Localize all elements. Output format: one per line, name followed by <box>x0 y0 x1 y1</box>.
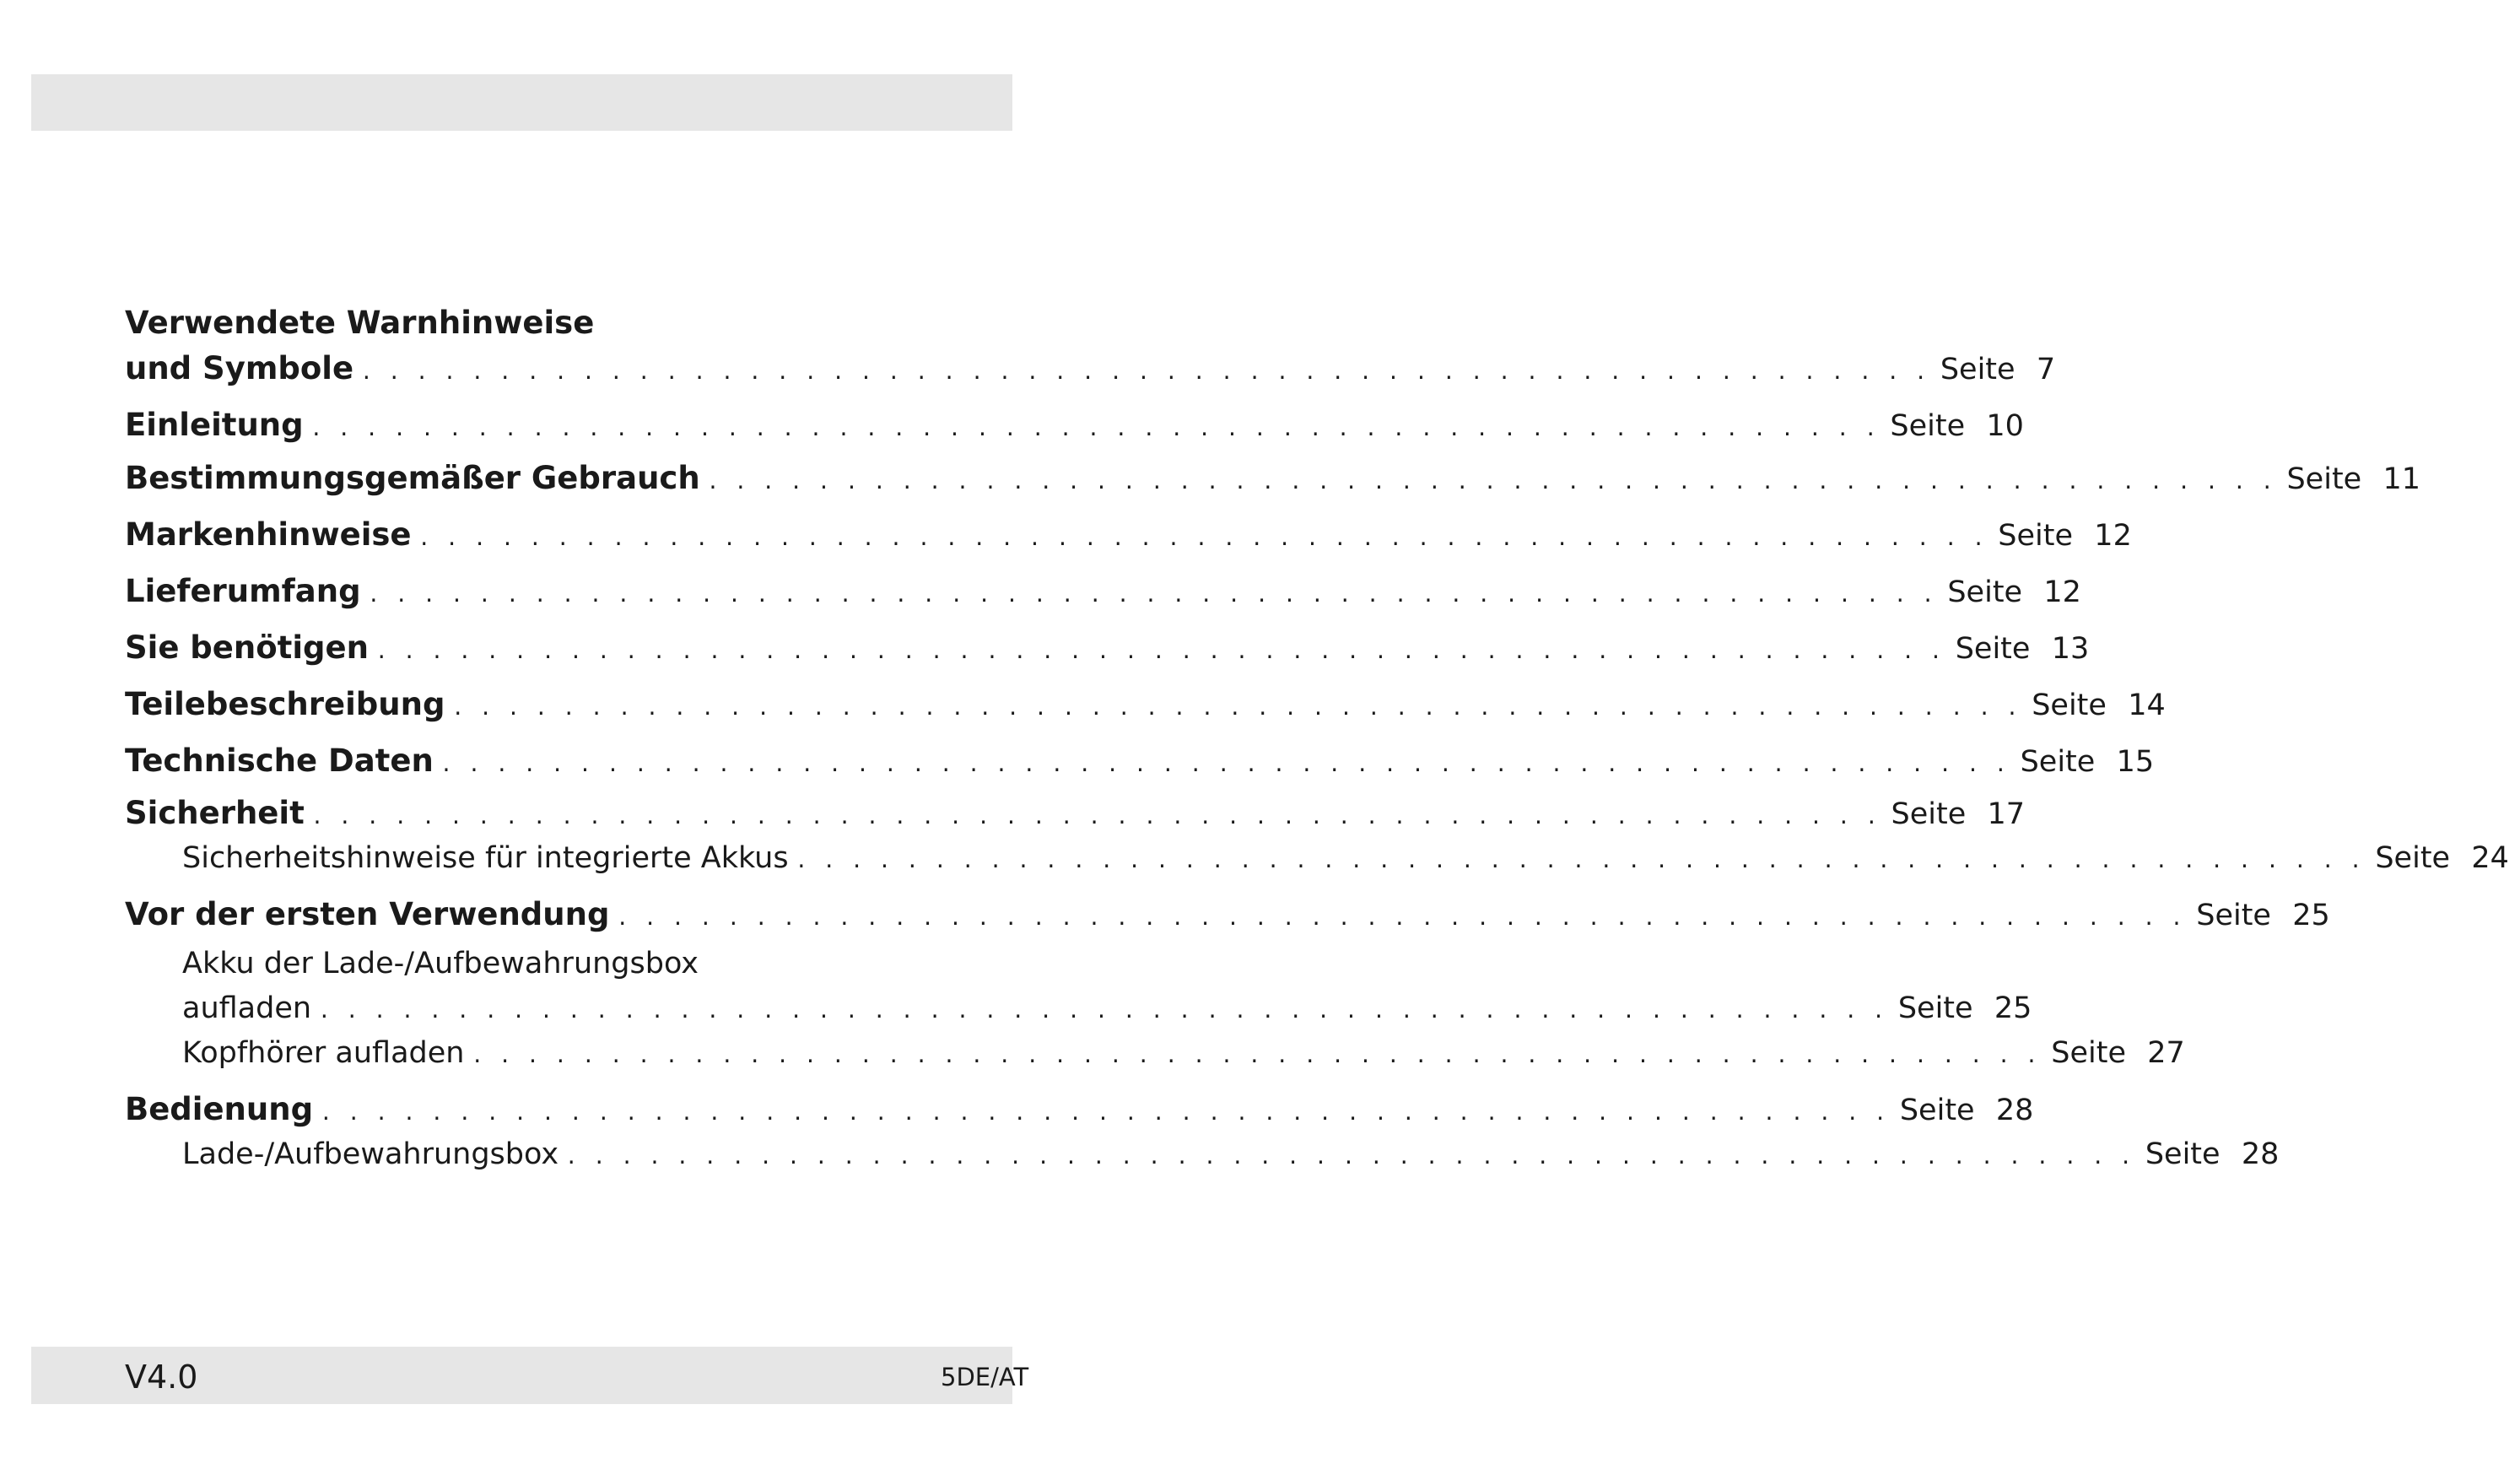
toc-seite-label: Seite <box>2032 689 2107 722</box>
toc-page-number: 25 <box>1994 991 2032 1025</box>
toc-leader-dots <box>412 527 1987 550</box>
toc-entry-title: Einleitung <box>125 407 304 443</box>
toc-seite-label: Seite <box>1890 409 1966 443</box>
toc-entry-title: Sicherheit <box>125 795 305 831</box>
toc-subentry[interactable] <box>182 1131 2280 1178</box>
toc-page-number: 28 <box>1995 1094 2034 1127</box>
toc-entry-title: Technische Daten <box>125 743 434 779</box>
toc-seite-label: Seite <box>1891 797 1967 831</box>
toc-subentry[interactable] <box>182 1029 2185 1077</box>
toc-leader-dots <box>559 1145 2134 1169</box>
toc-entry-title: Bestimmungsgemäßer Gebrauch <box>125 460 700 496</box>
toc-page-number: 13 <box>2051 632 2090 666</box>
toc-entry[interactable] <box>125 455 2421 502</box>
toc-entry-title: Lieferumfang <box>125 573 361 609</box>
toc-subentry[interactable] <box>182 835 2509 882</box>
toc-seite-label: Seite <box>2375 841 2451 875</box>
toc-subentry-title: Sicherheitshinweise für integrierte Akkus <box>182 841 789 875</box>
toc-seite-label: Seite <box>2051 1036 2126 1070</box>
toc-leader-dots <box>369 640 1944 663</box>
toc-leader-dots <box>313 1101 1888 1125</box>
toc-leader-dots <box>700 470 2275 494</box>
toc-subentry[interactable] <box>182 985 2032 1032</box>
toc-entry-title: Vor der ersten Verwendung <box>125 896 610 932</box>
toc-page-number: 7 <box>2036 353 2056 386</box>
toc-page-number: 14 <box>2128 689 2166 722</box>
toc-seite-label: Seite <box>2286 462 2362 496</box>
toc-leader-dots <box>361 583 1936 607</box>
toc-entry-title: und Symbole <box>125 350 354 386</box>
toc-subentry-title: Kopfhörer aufladen <box>182 1036 465 1070</box>
toc-seite-label: Seite <box>1955 632 2031 666</box>
toc-leader-dots <box>434 753 2009 776</box>
toc-entry[interactable] <box>125 1086 2034 1133</box>
toc-page-number: 24 <box>2471 841 2509 875</box>
toc-heading-line-1: Verwendete Warnhinweise <box>125 305 595 341</box>
toc-page-number: 27 <box>2147 1036 2185 1070</box>
toc-entry[interactable] <box>125 568 2081 615</box>
toc-seite-label: Seite <box>1947 575 2023 609</box>
toc-leader-dots <box>789 849 2364 872</box>
toc-entry-title: Teilebeschreibung <box>125 686 445 722</box>
toc-page-number: 25 <box>2292 899 2330 932</box>
version-label: V4.0 <box>125 1358 198 1396</box>
header-band <box>31 74 1012 131</box>
toc-entry[interactable] <box>125 737 2155 785</box>
toc-entry-title: Sie benötigen <box>125 629 369 666</box>
toc-entry-title: Markenhinweise <box>125 516 412 553</box>
toc-leader-dots <box>464 1044 2039 1067</box>
toc-page-number: 12 <box>2043 575 2081 609</box>
toc-leader-dots <box>609 906 2184 930</box>
toc-leader-dots <box>304 417 1879 440</box>
toc-page-number: 28 <box>2241 1137 2280 1171</box>
toc-page-number: 11 <box>2382 462 2421 496</box>
toc-seite-label: Seite <box>1897 991 1973 1025</box>
toc-seite-label: Seite <box>2145 1137 2221 1171</box>
toc-entry[interactable] <box>125 402 2024 449</box>
toc-page-number: 12 <box>2094 519 2132 553</box>
toc-subentry-title: Lade-/Aufbewahrungsbox <box>182 1137 559 1171</box>
toc-entry[interactable] <box>125 624 2090 672</box>
toc-subentry-line-1: Akku der Lade-/Aufbewahrungsbox <box>182 947 699 980</box>
toc-entry[interactable] <box>125 790 2026 837</box>
toc-page-number: 15 <box>2116 745 2155 779</box>
toc-leader-dots <box>311 999 1886 1023</box>
toc-seite-label: Seite <box>1998 519 2074 553</box>
toc-seite-label: Seite <box>2196 899 2271 932</box>
toc-subentry-title: aufladen <box>182 991 312 1025</box>
toc-entry[interactable] <box>125 511 2132 559</box>
toc-entry-title: Bedienung <box>125 1091 314 1127</box>
toc-seite-label: Seite <box>1899 1094 1975 1127</box>
toc-entry[interactable] <box>125 345 2056 392</box>
toc-page-number: 17 <box>1987 797 2026 831</box>
toc-page-number: 10 <box>1986 409 2024 443</box>
toc-seite-label: Seite <box>2020 745 2096 779</box>
toc-leader-dots <box>305 805 1880 829</box>
toc-entry[interactable] <box>125 891 2330 938</box>
toc-leader-dots <box>353 360 1929 384</box>
toc-seite-label: Seite <box>1940 353 2015 386</box>
toc-leader-dots <box>445 696 2020 720</box>
toc-entry[interactable] <box>125 681 2166 728</box>
page-reference: 5DE/AT <box>941 1363 1029 1391</box>
